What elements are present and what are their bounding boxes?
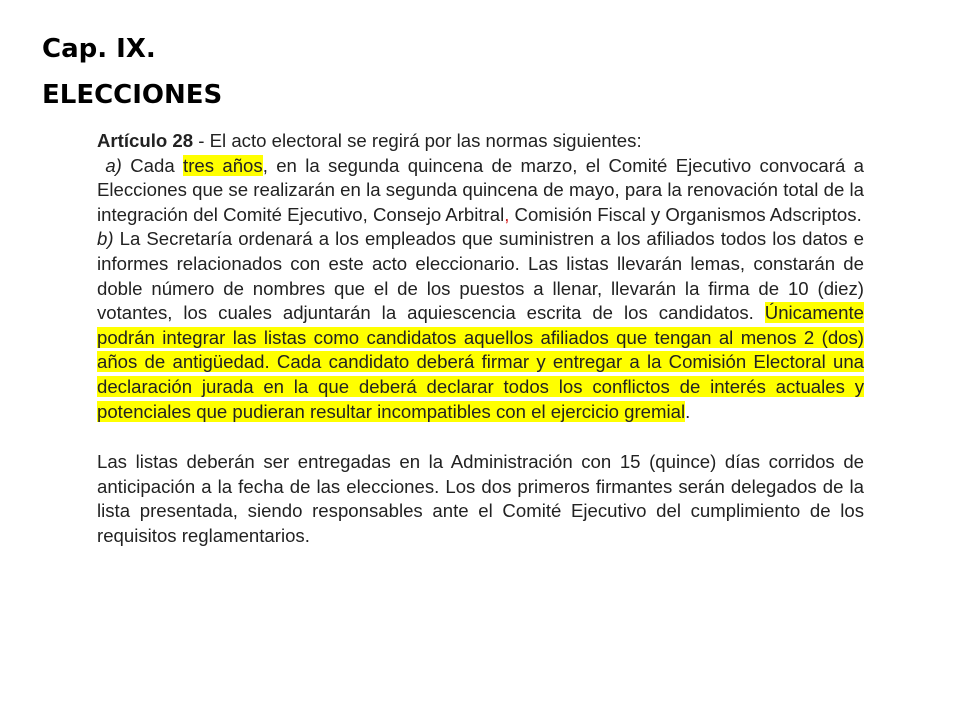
paragraph-gap	[97, 424, 864, 450]
article-heading-line	[97, 129, 864, 154]
clause-b	[97, 227, 864, 424]
slide-title	[42, 26, 222, 118]
highlight-tres-anos: tres años	[183, 154, 263, 176]
closing-paragraph: Las listas deberán ser entregadas en la Administración con 15 (quince) días corridos de anticipación a la fecha de las elecciones. Los dos primeros firmantes serán delegados de la lista presentada, siendo responsables ante el Comité Ejecutivo del cumplimiento de los requisitos reglamentarios.	[97, 451, 864, 546]
clause-b-label: b)	[97, 228, 114, 250]
highlight-candidatos: Únicamente podrán integrar las listas como candidatos aquellos afiliados que tengan al menos 2 (dos) años de antigüedad. Cada candidato deberá firmar y entregar a la Comisión Electoral una declaración jurada en la que deberá declarar todos los conflictos de interés actuales y potenciales que pudieran resultar incompatibles con el ejercicio gremial	[97, 302, 864, 422]
red-comma: ,	[504, 203, 510, 225]
clause-b-end: .	[685, 400, 691, 422]
clause-a-pre: Cada	[121, 154, 184, 176]
clause-a-end: Comisión Fiscal y Organismos Adscriptos.	[509, 203, 862, 225]
chapter-name: ELECCIONES	[42, 80, 223, 110]
clause-a-body: , en la segunda quincena de marzo, el Comité Ejecutivo convocará a Elecciones que se realizarán en la segunda quincena de mayo, para la renovación total de la integración del Comité Ejecutivo, Consejo Arbitral	[97, 154, 864, 225]
clause-a	[97, 154, 864, 228]
article-heading: Artículo 28	[97, 130, 194, 151]
clause-a-label: a)	[105, 154, 122, 176]
article-intro: - El acto electoral se regirá por las normas siguientes:	[193, 130, 642, 151]
chapter-number: Cap. IX.	[42, 34, 156, 64]
article-excerpt	[97, 129, 864, 549]
clause-b-body: La Secretaría ordenará a los empleados que suministren a los afiliados todos los datos e informes relacionados con este acto eleccionario. Las listas llevarán lemas, constarán de doble número de nombres que el de los puestos a llenar, llevarán la firma de 10 (diez) votantes, los cuales adjuntarán la aquiescencia escrita de los candidatos.	[97, 228, 864, 324]
